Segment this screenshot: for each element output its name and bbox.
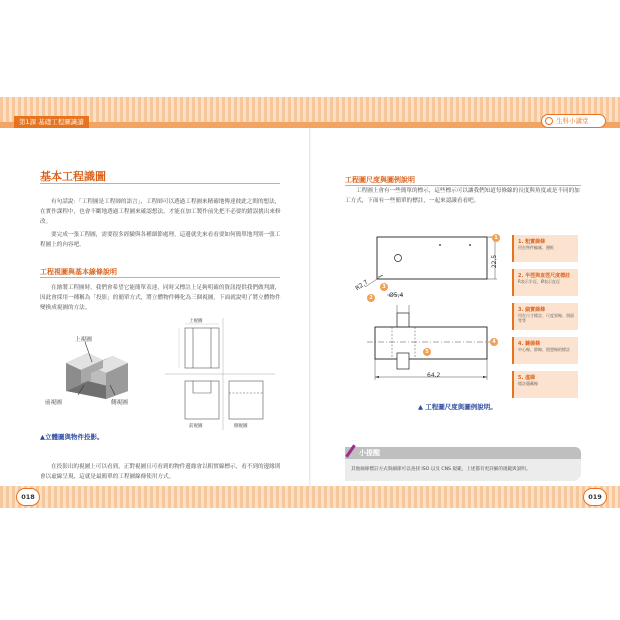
dim-length: 64,2 [427, 372, 441, 379]
tip-title: 小提醒 [359, 449, 380, 457]
page-number-right: 019 [583, 488, 607, 506]
tip-text: 其他線條標註方式與細節可以查找 ISO 以及 CNS 規範，上述都有更詳細的規範與說明。 [345, 459, 581, 481]
right-paragraph: 工程圖上會有一些簡單的標示，這些標示可以讓我們知道每條線的長度與角度或是不同的加工方式，下面有一些簡單的標註，一起來認識看看吧。 [345, 188, 580, 204]
iso-label-front: 前視圖 [45, 400, 62, 406]
right-subsection-title: 工程圖尺度與圖例說明 [345, 176, 415, 184]
dim-height: 22,5 [491, 254, 499, 269]
ortho-label-side: 側視圖 [234, 424, 248, 429]
orthographic-views-figure [165, 318, 275, 430]
subsection-paragraph: 在繪製工程圖時，我們會希望它能簡單表達，同時又標註上足夠明確的資訊提供我們做判讀，因此會採用一種稱為「投影」的簡單方式，將立體物件轉化為三個視圖，下面就說明了將立體物件變換成視圖的方法。 [40, 285, 281, 311]
legend-title: 5. 虛線 [518, 375, 536, 381]
ortho-label-top: 上視圖 [189, 319, 203, 324]
legend-desc: R表示半徑，Ø表示直徑 [518, 279, 560, 284]
legend-title: 1. 粗實線條 [518, 239, 546, 245]
closing-paragraph: 在投影出的視圖上可以看到，正對視圖且可看到的物件邊緣會以粗實線標示，看不到的邊緣則會以虛線呈現，這就是最簡單的工程圖線條使用方式。 [40, 464, 281, 480]
header-band [0, 97, 620, 122]
pen-icon [345, 444, 355, 457]
lesson-tab-label: 生科小講堂 [556, 117, 589, 125]
callout-2: 2 [367, 294, 375, 302]
lightbulb-icon [545, 117, 553, 125]
footer-band [0, 486, 620, 508]
legend-title: 3. 細實線條 [518, 307, 546, 313]
iso-label-top: 上視圖 [75, 337, 92, 343]
ortho-label-front: 前視圖 [189, 424, 203, 429]
page-title: 基本工程識圖 [40, 170, 106, 183]
legend-item [512, 235, 578, 262]
callout-4: 4 [490, 338, 498, 346]
legend-item [512, 371, 578, 398]
figure-caption-right: ▲ 工程圖尺度與圖例說明。 [418, 403, 497, 411]
callout-3: 3 [380, 283, 388, 291]
dim-radius: R2,7 [354, 278, 370, 293]
subsection-underline [40, 277, 280, 278]
tip-header [345, 447, 581, 459]
legend-item [512, 337, 578, 364]
callout-5: 5 [423, 348, 431, 356]
page-number-left: 018 [16, 488, 40, 506]
subsection-title: 工程視圖與基本線條說明 [40, 268, 117, 276]
legend-title: 2. 半徑與直徑尺度標註 [518, 273, 571, 279]
title-underline [40, 183, 280, 184]
callout-1: 1 [492, 234, 500, 242]
legend-panel [512, 235, 578, 405]
legend-item [512, 303, 578, 330]
dim-diameter: Ø5,4 [389, 292, 404, 299]
intro-paragraph-2: 要完成一張工程圖，需要很多經驗與各種細節處理，這邊就先來看看要如何簡單地判別一張工程圖上的內容吧。 [40, 232, 281, 248]
legend-desc: 標註隱藏線 [518, 381, 538, 386]
legend-desc: 用在尺寸標註、尺度界線、剖面等等 [518, 313, 574, 323]
figure-caption-left: ▲立體圖與物件投影。 [40, 433, 104, 441]
legend-item [512, 269, 578, 296]
legend-desc: 中心線、節線、假想線的標註 [518, 347, 570, 352]
intro-paragraph-1: 有句話說：「工程圖是工程師的語言」，工程師可以透過工程圖來精確地傳達彼此之間的想法，在實作課程中，也會不斷地透過工程圖來確認想法，才能在加工製作前先把不必要的錯誤挑出來修改。 [40, 199, 281, 225]
chapter-tab: 第1課 基礎工程圖識讀 [14, 116, 89, 128]
dimension-drawing [345, 225, 510, 385]
page-gutter [309, 128, 311, 500]
projection-arrows [70, 340, 130, 410]
lesson-tab [541, 114, 606, 128]
legend-title: 4. 鏈線條 [518, 341, 541, 347]
legend-desc: 用在物件輪廓、邊框 [518, 245, 554, 250]
iso-label-side: 側視圖 [111, 400, 128, 406]
